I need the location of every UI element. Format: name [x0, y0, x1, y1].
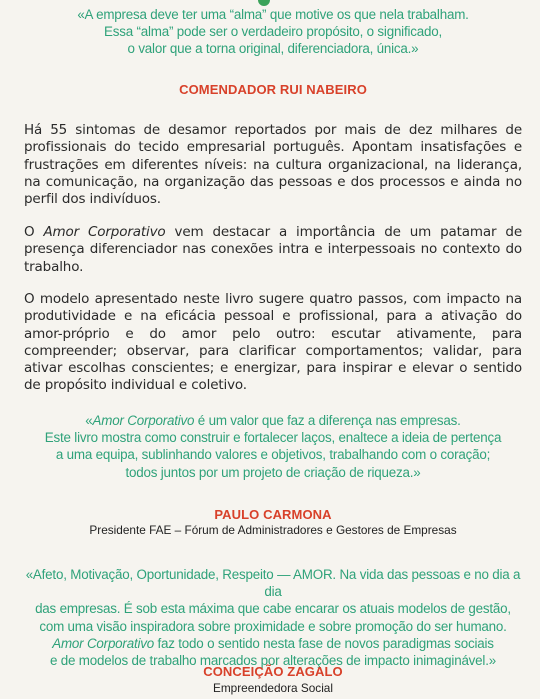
body-paragraph-2: [24, 224, 522, 276]
author-rui-nabeiro: COMENDADOR RUI NABEIRO: [179, 82, 367, 97]
book-title: Amor Corporativo: [92, 413, 195, 428]
quote-line: com uma visão inspiradora sobre proximidade e sobre promoção do ser humano.: [39, 618, 507, 634]
quote-line: «Afeto, Motivação, Oportunidade, Respeito — AMOR. Na vida das pessoas e no dia a dia: [25, 567, 521, 600]
quote-line: [24, 635, 522, 652]
text: «: [85, 413, 93, 428]
text: O: [24, 224, 44, 240]
quote-line: todos juntos por um projeto de criação de riqueza.»: [125, 464, 421, 480]
quote-conceicao-zagalo: [24, 566, 522, 669]
author-paulo-carmona: PAULO CARMONA: [214, 507, 332, 522]
quote-line: e de modelos de trabalho marcados por alterações de impacto inimaginável.»: [50, 653, 496, 669]
body-paragraph-3: O modelo apresentado neste livro sugere quatro passos, com impacto na produtividade e na eficácia pessoal e profissional, para a ativação do amor-próprio e do amor pelo outro: escutar ativamente, para compreender; observar, para clarificar comportamentos; validar, para ativar escolhas conscientes; e energizar, para inspirar e elevar o sentido de propósito individual e coletivo.: [24, 291, 522, 394]
text: faz todo o sentido nesta fase de novos paradigmas sociais: [153, 635, 494, 651]
quote-line: das empresas. É sob esta máxima que cabe encarar os atuais modelos de gestão,: [35, 601, 511, 617]
text: é um valor que faz a diferença nas empresas.: [194, 413, 461, 428]
quote-line: a uma equipa, sublinhando valores e objetivos, trabalhando com o coração;: [55, 447, 491, 463]
quote-line: Essa “alma” pode ser o verdadeiro propósito, o significado,: [103, 24, 443, 40]
text: vem destacar a importância de um patamar de presença diferenciador nas conexões intra e interpessoais no contexto do trabalho.: [24, 224, 522, 275]
quote-paulo-carmona: [24, 412, 522, 481]
quote-rui-nabeiro: [24, 6, 522, 58]
author-conceicao-zagalo: CONCEIÇÃO ZAGALO: [203, 664, 343, 679]
author-role-conceicao-zagalo: Empreendedora Social: [212, 681, 333, 695]
quote-line: «A empresa deve ter uma “alma” que motive os que nela trabalham.: [77, 7, 469, 22]
quote-line: Este livro mostra como construir e fortalecer laços, enaltece a ideia de pertença: [44, 430, 502, 446]
body-paragraph-1: Há 55 sintomas de desamor reportados por mais de dez milhares de profissionais do tecido empresarial português. Apontam insatisfações e frustrações em diferentes níveis: na cultura organizacional, na liderança, na comunicação, na organização das pessoas e dos processos e ainda no perfil dos indivíduos.: [24, 122, 522, 208]
quote-line: o valor que a torna original, diferenciadora, única.»: [127, 41, 419, 57]
book-title: Amor Corporativo: [52, 635, 154, 651]
author-role-paulo-carmona: Presidente FAE – Fórum de Administradores e Gestores de Empresas: [89, 523, 457, 537]
quote-line: [24, 412, 522, 429]
book-title: Amor Corporativo: [43, 224, 166, 240]
